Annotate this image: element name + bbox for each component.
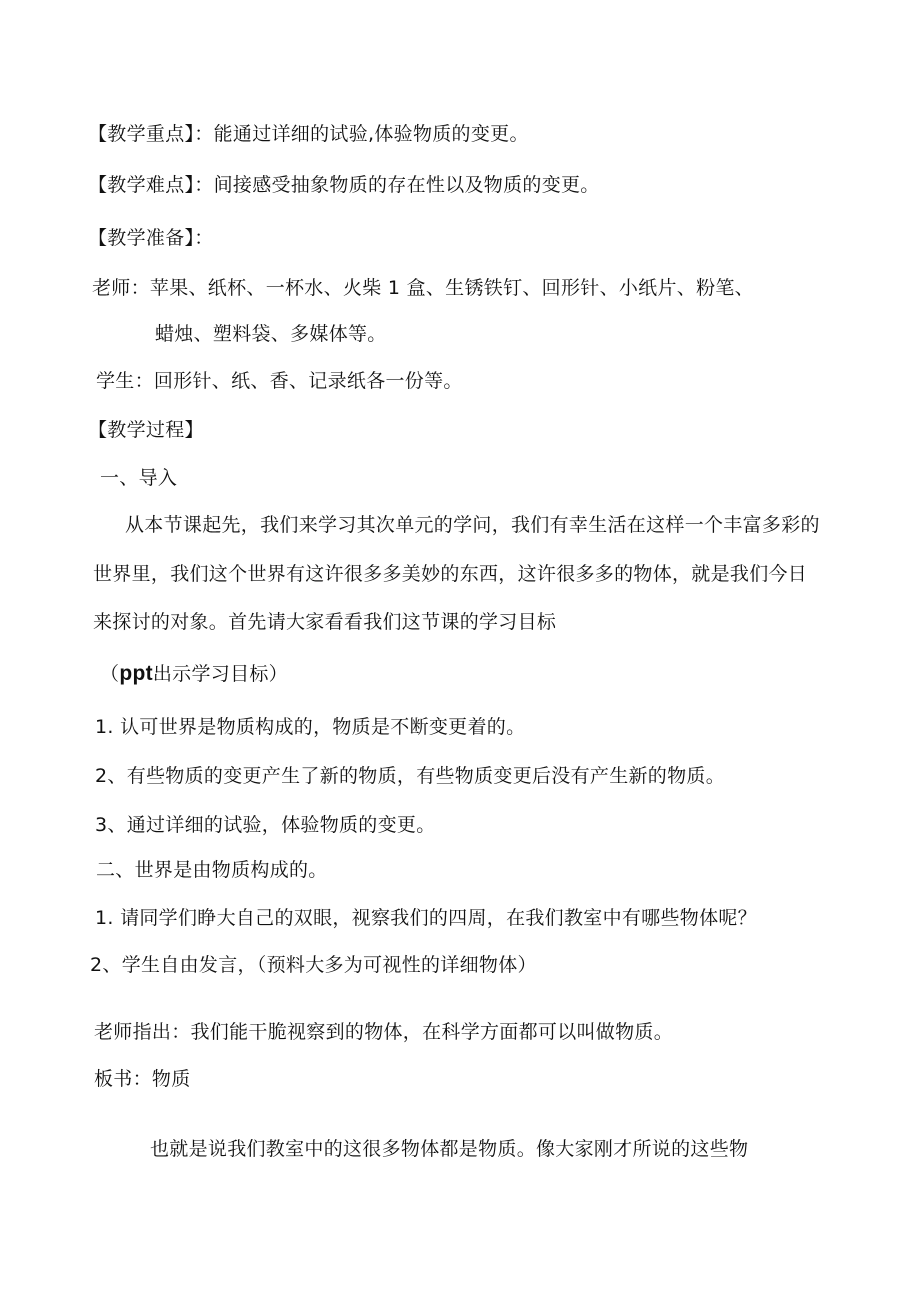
section-intro-title: 一、导入 — [100, 467, 178, 489]
step-1: 1. 请同学们睁大自己的双眼，视察我们的四周，在我们教室中有哪些物体呢？ — [95, 907, 757, 929]
ppt-open-paren: （ — [100, 663, 120, 685]
goal-2: 2、有些物质的变更产生了新的物质，有些物质变更后没有产生新的物质。 — [95, 765, 725, 787]
goal-3: 3、通过详细的试验，体验物质的变更。 — [95, 814, 436, 836]
ppt-word: ppt — [119, 662, 153, 685]
teacher-materials-line1: 老师：苹果、纸杯、一杯水、火柴 1 盒、生锈铁钉、回形针、小纸片、粉笔、 — [92, 277, 754, 299]
teaching-focus: 【教学重点】：能通过详细的试验,体验物质的变更。 — [88, 123, 529, 145]
preparation-heading: 【教学准备】： — [88, 227, 214, 249]
board-writing: 板书：物质 — [94, 1068, 191, 1090]
ppt-note — [100, 661, 288, 687]
teacher-note: 老师指出：我们能干脆视察到的物体，在科学方面都可以叫做物质。 — [94, 1021, 674, 1043]
teaching-difficulty: 【教学难点】：间接感受抽象物质的存在性以及物质的变更。 — [88, 174, 600, 196]
intro-paragraph-line2: 世界里，我们这个世界有这许很多多美妙的东西，这许很多多的物体，就是我们今日 — [93, 563, 808, 585]
process-heading: 【教学过程】 — [88, 419, 204, 441]
goal-1: 1. 认可世界是物质构成的，物质是不断变更着的。 — [95, 716, 526, 738]
intro-paragraph-line3: 来探讨的对象。首先请大家看看我们这节课的学习目标 — [93, 611, 557, 633]
closing-paragraph: 也就是说我们教室中的这很多物体都是物质。像大家刚才所说的这些物 — [150, 1138, 749, 1160]
ppt-note-rest: 出示学习目标） — [152, 663, 288, 685]
student-materials: 学生：回形针、纸、香、记录纸各一份等。 — [96, 370, 463, 392]
intro-paragraph-line1: 从本节课起先，我们来学习其次单元的学问，我们有幸生活在这样一个丰富多彩的 — [125, 514, 820, 536]
step-2: 2、学生自由发言，（预料大多为可视性的详细物体） — [90, 954, 537, 976]
teacher-materials-line2: 蜡烛、塑料袋、多媒体等。 — [155, 323, 387, 345]
section-world-title: 二、世界是由物质构成的。 — [96, 859, 328, 881]
